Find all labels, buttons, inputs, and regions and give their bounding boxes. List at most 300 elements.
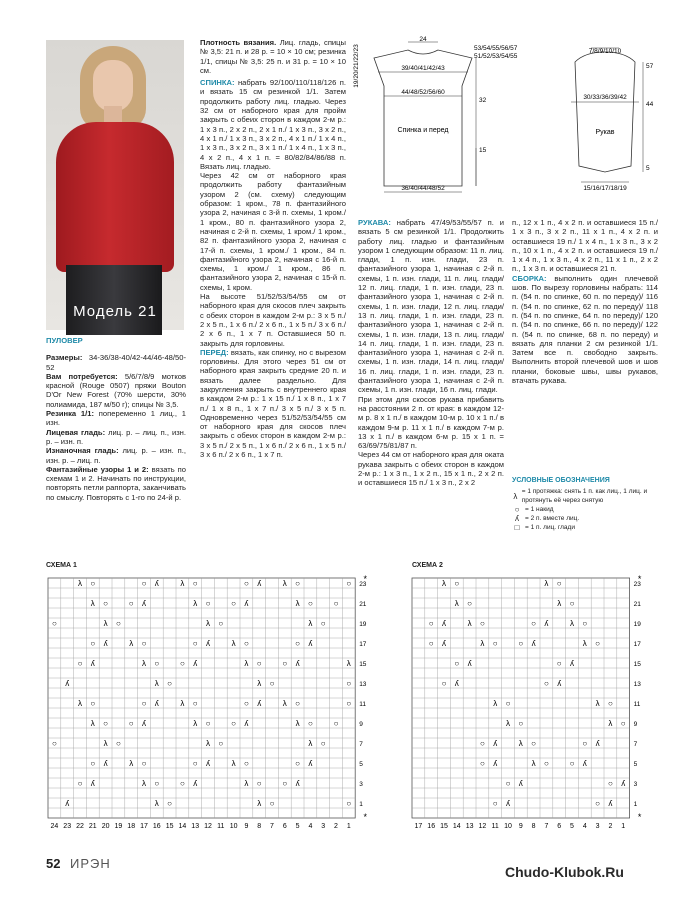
chart-col-label: 23	[63, 823, 72, 830]
back-text-2: Через 42 см от наборного края продолжить работу фантазийным узором 2 (см. схему) следующим образом: 1 кром., 78 п. фантазийного узора 2, начиная с 3-й п. схемы, 1 кром./ 1 кром., 80 п. фантазийного узора 2, начиная с 2-й п. схемы, 1 кром./ 1 кром., 82 п. фантазийного узора 2, начиная с 17-й п. схемы, 1 кром./ 1 кром., 84 п. фантазийного узора 2, начиная с 16-й п. схемы, 1 кром./ 1 кром., 86 п. фантазийного узора 2, начиная с 15-й п. схемы, 1 кром.	[200, 171, 346, 292]
chart-symbol: ○	[141, 699, 147, 708]
chart-symbol: ○	[582, 619, 588, 628]
chart-symbol: λ	[231, 639, 236, 648]
chart-row-label: 9	[359, 721, 363, 728]
chart-symbol: ○	[90, 639, 96, 648]
chart-symbol: ʎ	[142, 599, 146, 608]
chart-symbol: λ	[442, 579, 446, 588]
chart-symbol: ○	[320, 619, 326, 628]
chart-symbol: ○	[192, 699, 198, 708]
chart-symbol: λ	[454, 599, 459, 608]
chart-symbol: ʎ	[454, 679, 459, 688]
chart-col-label: 12	[478, 823, 487, 830]
repeat-marker: *	[363, 574, 367, 584]
front-text: вязать, как спинку, но с вырезом горловины. Для этого через 51 см от наборного края закрыть средние 20 п. и вязать далее раздельно. Для закругления закрыть с внутреннего края в каждом 2-м р.: 1 х 15 п./ 1 х 8 п., 1 х 7 п./ 1 х 8 п., 1 х 7 п./ 3 х 5 п./ 3 х 5 п. Одновременно через 51/52/53/54/55 см от наборного края для скосов плеч закрыть с обеих сторон в каждом 2-м р.: 3 х 5 п./ 2 х 5 п., 1 х 6 п./ 2 х 6 п., 1 х 5 п./ 3 х 6 п./ 2 х 6 п., 1 х 7 п.	[200, 347, 346, 460]
repeat-marker: *	[637, 574, 642, 584]
chart-symbol: λ	[244, 659, 249, 668]
chart-col-label: 16	[152, 823, 161, 830]
chart-col-label: 2	[608, 823, 613, 830]
chart-symbol: ○	[454, 659, 460, 668]
chart-symbol: λ	[257, 799, 262, 808]
repeat-marker: *	[363, 812, 367, 822]
chart-symbol: λ	[154, 799, 159, 808]
chart-row-label: 21	[359, 601, 367, 608]
chart-symbol: ○	[115, 739, 121, 748]
chart-symbol: ʎ	[608, 799, 613, 808]
sleeve-continued: п., 12 х 1 п., 4 х 2 п. и оставшиеся 15 п./ 1 х 3 п., 3 х 2 п., 11 х 1 п., 4 х 2 п. и оставшиеся 19 п./ 1 х 4 п., 1 х 3 п., 3 х 2 п., 10 х 1 п., 4 х 2 п. и оставшиеся 19 п./ 1 х 4 п., 1 х 3 п., 4 х 2 п., 11 х 1 п., 2 х 2 п., 1 х 3 п. и оставшиеся 21 п.	[512, 218, 658, 274]
sleeve-total-height: 57	[646, 63, 654, 70]
chart-symbol: ʎ	[582, 759, 587, 768]
chart-symbol: ○	[479, 739, 485, 748]
chart-symbol: ○	[569, 759, 575, 768]
chart-symbol: ʎ	[442, 639, 446, 648]
chart-symbol: λ	[206, 619, 210, 628]
chart-col-label: 11	[491, 823, 499, 830]
chart-symbol: ○	[205, 599, 211, 608]
chart-row-label: 17	[633, 641, 641, 648]
model-photo	[46, 40, 184, 330]
chart-symbol: ʎ	[570, 659, 574, 668]
page-number: 52	[46, 856, 61, 871]
chart-symbol: ○	[556, 659, 562, 668]
chart-symbol: ○	[428, 619, 434, 628]
left-column	[46, 336, 186, 502]
diagram-piece-label: Спинка и перед	[397, 127, 449, 134]
chart-col-label: 13	[191, 823, 200, 830]
chart-row-label: 5	[359, 761, 363, 768]
sleeve-text: набрать 47/49/53/55/57 п. и вязать 5 см резинкой 1/1. Продолжить работу лиц. гладью и фантазийным узором 1 следующим образом: 11 п. лиц. глади, 1 п. изн. глади, 23 п. фантазийного узора 1, начиная с 2-й п. схемы, 1 п. изн. глади, 11 п. лиц. глади/ 12 п. лиц. глади, 1 п. изн. глади, 23 п. фантазийного узора 1, начиная с 2-й п. схемы, 1 п. изн. глади, 12 п. лиц. глади/ 13 п. лиц. глади, 1 п. изн. глади, 23 п. фантазийного узора 1, начиная с 2-й п. схемы, 1 п. изн. глади, 13 п. лиц. глади/ 14 п. лиц. глади, 1 п. изн. глади, 23 п. фантазийного узора 1, начиная с 2-й п. схемы, 1 п. изн. глади, 14 п. лиц. глади/ 16 п. лиц. глади, 1 п. изн. глади, 23 п. фантазийного узора 1, начиная с 2-й п. схемы, 1 п. изн. глади, 16 п. лиц. глади.	[358, 218, 504, 395]
legend-title: УСЛОВНЫЕ ОБОЗНАЧЕНИЯ	[512, 477, 610, 484]
chart-symbol: ○	[243, 579, 249, 588]
chart-symbol: ʎ	[531, 639, 536, 648]
chart-symbol: ○	[518, 639, 524, 648]
chart-col-label: 6	[557, 823, 562, 830]
chart-col-label: 24	[50, 823, 59, 830]
chart-symbol: λ	[180, 699, 185, 708]
chart-symbol: ○	[90, 759, 96, 768]
chart-symbol: ○	[295, 759, 301, 768]
chart1	[40, 570, 392, 848]
chart-symbol: λ	[154, 679, 159, 688]
chart-symbol: ○	[115, 619, 121, 628]
density-value: Лиц. гладь, спицы № 3,5: 21 п. и 28 р. = 10 × 10 см; резинка 1/1, спицы № 3,5: 25 п. и 31 р. = 10 × 10 см.	[200, 38, 346, 75]
chart-symbol: λ	[103, 739, 108, 748]
chart-symbol: ○	[595, 799, 601, 808]
sleeve-column	[358, 218, 504, 488]
chart-symbol: ○	[295, 579, 301, 588]
chart-symbol: ○	[620, 719, 626, 728]
chart2	[404, 570, 664, 848]
chart-symbol: ○	[269, 679, 275, 688]
chart-col-label: 12	[204, 823, 212, 830]
chart-row-label: 3	[633, 781, 638, 788]
chart-symbol: ○	[51, 739, 57, 748]
chart-symbol: ○	[346, 579, 352, 588]
diagram-shoulder-height-2: 51/52/53/54/55	[474, 53, 518, 60]
chart-symbol: ○	[346, 799, 352, 808]
front-label: ПЕРЕД:	[200, 347, 229, 357]
sleeve-rib-height: 5	[646, 165, 650, 172]
chart-symbol: ○	[179, 779, 185, 788]
chart-row-label: 13	[359, 681, 367, 688]
chart-row-label: 9	[633, 721, 638, 728]
chart-col-label: 4	[308, 823, 313, 830]
chart-symbol: ○	[307, 599, 313, 608]
chart-symbol: λ	[180, 579, 185, 588]
chart-symbol: ○	[543, 759, 549, 768]
chart-symbol: ○	[243, 699, 249, 708]
chart-row-label: 7	[359, 741, 363, 748]
model-label: Модель 21	[73, 303, 157, 320]
chart-col-label: 16	[427, 823, 436, 830]
magazine-name: ИРЭН	[70, 856, 111, 871]
rib-value: попеременно 1 лиц., 1 изн.	[46, 409, 186, 428]
chart-symbol: ○	[569, 599, 575, 608]
chart-symbol: λ	[582, 639, 587, 648]
chart-symbol: ○	[128, 599, 134, 608]
chart-col-label: 20	[101, 823, 110, 830]
chart-col-label: 13	[465, 823, 474, 830]
diagram-mid-width: 44/48/52/56/60	[401, 89, 445, 96]
legend-text: = 1 протяжка: снять 1 п. как лиц., 1 лиц. и протянуть её через снятую	[521, 488, 648, 504]
chart-symbol: ʎ	[295, 779, 300, 788]
rib-label: Резинка 1/1:	[46, 409, 95, 419]
legend-item	[512, 487, 662, 505]
chart-symbol: ○	[607, 779, 613, 788]
sleeve-bottom-width: 15/16/17/18/19	[583, 185, 627, 192]
chart-col-label: 9	[518, 823, 523, 830]
chart-col-label: 7	[544, 823, 549, 830]
chart-symbol: ○	[346, 679, 352, 688]
sleeve-label-text: РУКАВА:	[358, 218, 391, 227]
chart-symbol: ʎ	[90, 779, 95, 788]
chart-symbol: ○	[543, 679, 549, 688]
chart-col-label: 5	[570, 823, 574, 830]
chart-symbol: ʎ	[257, 699, 262, 708]
legend-symbol: ○	[514, 505, 520, 514]
chart2-title: СХЕМА 2	[412, 562, 443, 569]
chart-symbol: ○	[492, 799, 498, 808]
repeat-marker: *	[637, 812, 642, 822]
chart-symbol: λ	[142, 659, 146, 668]
chart-row-label: 15	[359, 661, 367, 668]
chart-symbol: λ	[308, 619, 313, 628]
chart-col-label: 15	[440, 823, 448, 830]
diagram-bottom-width: 36/40/44/48/52	[401, 185, 445, 192]
chart-symbol: ʎ	[493, 759, 498, 768]
chart-symbol: ○	[282, 659, 288, 668]
pattern-title: ПУЛОВЕР	[46, 336, 83, 345]
chart-col-label: 5	[295, 823, 300, 830]
chart-symbol: ○	[256, 779, 262, 788]
chart-symbol: ʎ	[193, 659, 198, 668]
chart-symbol: ○	[90, 579, 96, 588]
chart-symbol: λ	[518, 739, 523, 748]
chart1-title: СХЕМА 1	[46, 562, 77, 569]
middle-column	[200, 38, 346, 459]
chart-symbol: λ	[244, 779, 249, 788]
chart-symbol: ○	[333, 719, 339, 728]
chart-symbol: ○	[243, 759, 249, 768]
chart-symbol: ○	[307, 719, 313, 728]
chart-row-label: 11	[359, 701, 366, 708]
chart-symbol: ʎ	[65, 679, 70, 688]
chart-symbol: ○	[333, 599, 339, 608]
chart-symbol: ○	[492, 639, 498, 648]
chart-symbol: ○	[192, 639, 198, 648]
chart-symbol: λ	[193, 599, 198, 608]
chart-symbol: ○	[505, 699, 511, 708]
chart-symbol: ʎ	[103, 759, 108, 768]
chart-col-label: 14	[178, 823, 187, 830]
chart-symbol: ʎ	[90, 659, 95, 668]
chart-col-label: 17	[140, 823, 148, 830]
chart-symbol: ○	[518, 719, 524, 728]
legend-item	[512, 514, 662, 523]
chart-col-label: 4	[582, 823, 587, 830]
assembly-column	[512, 218, 658, 385]
chart-row-label: 1	[633, 801, 638, 808]
chart-col-label: 19	[114, 823, 123, 830]
chart-symbol: ʎ	[544, 619, 549, 628]
chart-row-label: 1	[359, 801, 363, 808]
chart-symbol: ʎ	[442, 619, 446, 628]
chart-symbol: ʎ	[621, 779, 626, 788]
chart-symbol: ʎ	[557, 679, 562, 688]
chart-symbol: ʎ	[206, 639, 210, 648]
chart-symbol: ○	[269, 799, 275, 808]
density-label: Плотность вязания.	[200, 38, 277, 47]
chart-symbol: ○	[154, 779, 160, 788]
chart-symbol: λ	[231, 759, 236, 768]
chart-symbol: λ	[78, 699, 82, 708]
chart-symbol: ʎ	[193, 779, 198, 788]
diagram-armhole-height: 32	[479, 97, 487, 104]
chart-symbol: λ	[206, 739, 210, 748]
chart-symbol: ○	[192, 759, 198, 768]
chart-row-label: 17	[359, 641, 367, 648]
chart-col-label: 3	[595, 823, 600, 830]
assembly-text: выполнить один плечевой шов. По вырезу горловины набрать: 114 п. (54 п. по спинке, 60 п. по переду)/ 116 п. (54 п. по спинке, 62 п. по переду)/ 118 п. (54 п. по спинке, 64 п. по переду)/ 120 п. (54 п. по спинке, 66 п. по переду)/ 122 п. (54 п. по спинке, 68 п. по переду) и вязать для планки 2 см резинкой 1/1. Затем все п. свободно закрыть. Выполнить второй плечевой шов и шов планки, боковые швы, швы рукавов, втачать рукава.	[512, 273, 658, 386]
chart-symbol: ʎ	[244, 599, 249, 608]
chart-row-label: 19	[633, 621, 641, 628]
chart-col-label: 9	[244, 823, 249, 830]
chart-symbol: λ	[90, 599, 95, 608]
diagram-shoulder-height: 53/54/55/56/57	[474, 45, 518, 52]
chart-symbol: λ	[103, 619, 108, 628]
chart-col-label: 6	[282, 823, 287, 830]
chart-col-label: 14	[452, 823, 461, 830]
chart-symbol: λ	[282, 579, 287, 588]
legend-text: = 1 п. лиц. глади	[525, 524, 575, 531]
diagram-top-width: 24	[419, 36, 427, 43]
chart-symbol: λ	[193, 719, 198, 728]
chart-symbol: ○	[282, 779, 288, 788]
sleeve-cap-start: 44	[646, 101, 654, 108]
chart-symbol: ○	[531, 739, 537, 748]
chart-symbol: ʎ	[244, 719, 249, 728]
chart-symbol: ○	[454, 579, 460, 588]
chart-symbol: ○	[295, 639, 301, 648]
chart-row-label: 7	[633, 741, 638, 748]
chart-symbol: ○	[479, 759, 485, 768]
chart-col-label: 8	[531, 823, 536, 830]
chart-symbol: ʎ	[506, 799, 510, 808]
chart-symbol: ○	[141, 759, 147, 768]
chart-row-label: 13	[633, 681, 641, 688]
chart-symbol: ○	[51, 619, 57, 628]
chart-symbol: ʎ	[308, 639, 313, 648]
chart-symbol: ○	[428, 639, 434, 648]
chart-col-label: 17	[414, 823, 423, 830]
sizes-label: Размеры:	[46, 353, 83, 363]
sleeve-mid-width: 30/33/36/39/42	[583, 94, 627, 101]
stockinette-value: лиц. р. – лиц. п., изн. р. – изн. п.	[46, 427, 186, 446]
chart-symbol: λ	[506, 719, 510, 728]
back-text-3: На высоте 51/52/53/54/55 см от наборного края для скосов плеч закрыть с обеих сторон в каждом 2-м р.: 3 х 5 п./ 2 х 5 п., 1 х 6 п./ 2 х 6 п., 1 х 5 п./ 3 х 6 п./ 2 х 6 п., 1 х 7 п. Оставшиеся 50 п. закрыть для горловины.	[200, 292, 346, 348]
chart-symbol: λ	[493, 699, 498, 708]
chart-symbol: ○	[467, 599, 473, 608]
chart-symbol: ○	[179, 659, 185, 668]
legend-symbol: □	[514, 523, 520, 532]
legend-item	[512, 505, 662, 514]
chart-symbol: ʎ	[206, 759, 210, 768]
chart-symbol: ○	[103, 599, 109, 608]
chart-col-label: 18	[127, 823, 136, 830]
stockinette-label: Лицевая гладь:	[46, 427, 106, 437]
chart-col-label: 10	[229, 823, 238, 830]
legend-text: = 2 п. вместе лиц.	[525, 515, 580, 522]
chart-symbol: λ	[544, 579, 549, 588]
sleeve-text-3: Через 44 см от наборного края для оката рукава закрыть с обеих сторон в каждом 2-м р.: 1 х 3 п., 1 х 2 п., 15 х 1 п., 2 х 2 п. и оставшиеся 15 п./ 1 х 3 п., 2 х 2	[358, 450, 504, 488]
chart-row-label: 15	[633, 661, 641, 668]
chart-symbol: ʎ	[295, 659, 300, 668]
chart-symbol: λ	[608, 719, 613, 728]
chart-symbol: ○	[90, 699, 96, 708]
chart-symbol: ʎ	[154, 579, 159, 588]
chart-col-label: 3	[321, 823, 326, 830]
chart-symbol: ʎ	[154, 699, 159, 708]
chart-col-label: 8	[257, 823, 262, 830]
chart-col-label: 11	[217, 823, 225, 830]
chart-symbol: ○	[556, 579, 562, 588]
chart-symbol: ʎ	[467, 659, 472, 668]
chart-symbol: ʎ	[103, 639, 108, 648]
chart-symbol: ○	[192, 579, 198, 588]
diagram-left-sizes: 19/20/21/22/23	[353, 44, 360, 88]
chart-symbol: ○	[607, 699, 613, 708]
chart-symbol: ʎ	[308, 759, 313, 768]
chart-symbol: λ	[295, 719, 300, 728]
legend-text: = 1 накид	[525, 506, 554, 513]
chart-symbol: ʎ	[65, 799, 70, 808]
reverse-value: лиц. р. – изн. п., изн. р. – лиц. п.	[46, 446, 186, 465]
chart-col-label: 7	[270, 823, 274, 830]
chart-symbol: ○	[77, 659, 83, 668]
chart-symbol: ○	[295, 699, 301, 708]
sleeve-top-width: 7/8/9/10/10	[588, 48, 622, 55]
chart-row-label: 21	[633, 601, 641, 608]
chart-col-label: 1	[346, 823, 351, 830]
legend-symbol: ʎ	[515, 514, 519, 523]
chart-row-label: 5	[633, 761, 638, 768]
chart-col-label: 2	[334, 823, 338, 830]
chart-symbol: λ	[467, 619, 472, 628]
chart-symbol: ○	[479, 619, 485, 628]
diagram-upper-width: 39/40/41/42/43	[401, 65, 445, 72]
chart-symbol: ○	[154, 659, 160, 668]
chart-symbol: ○	[582, 739, 588, 748]
chart-symbol: ○	[218, 739, 224, 748]
chart-row-label: 3	[359, 781, 363, 788]
chart-symbol: ʎ	[518, 779, 523, 788]
chart-symbol: ○	[320, 739, 326, 748]
chart-symbol: λ	[282, 699, 287, 708]
chart-row-label: 19	[359, 621, 367, 628]
back-front-diagram	[350, 36, 518, 194]
sleeve-label: Рукав	[595, 129, 615, 136]
chart-symbol: ʎ	[595, 739, 600, 748]
reverse-label: Изнаночная гладь:	[46, 446, 119, 456]
chart-row-label: 23	[359, 581, 367, 588]
chart-symbol: ○	[205, 719, 211, 728]
chart-symbol: λ	[346, 659, 351, 668]
chart-symbol: λ	[129, 639, 134, 648]
chart-row-label: 11	[633, 701, 641, 708]
chart-symbol: λ	[308, 739, 313, 748]
chart-symbol: λ	[129, 759, 134, 768]
chart-symbol: λ	[78, 579, 82, 588]
chart-col-label: 1	[621, 823, 626, 830]
site-watermark: Chudo-Klubok.Ru	[505, 864, 624, 880]
chart-symbol: ○	[531, 619, 537, 628]
chart-symbol: ○	[141, 579, 147, 588]
chart-col-label: 15	[165, 823, 174, 830]
chart-symbol: ○	[231, 599, 237, 608]
chart-symbol: ○	[231, 719, 237, 728]
back-label: СПИНКА:	[200, 78, 235, 88]
legend	[512, 477, 662, 532]
fancy-label: Фантазийные узоры 1 и 2:	[46, 464, 149, 474]
chart-symbol: λ	[142, 779, 146, 788]
back-text: набрать 92/100/110/118/126 п. и вязать 15 см резинкой 1/1. Затем продолжить работу лиц. гладью. Через 32 см от наборного края для пройм закрыть с обеих сторон в каждом 2-м р.: 1 х 3 п., 2 х 2 п., 2 х 1 п./ 1 х 3 п., 3 х 2 п., 4 х 1 п./ 1 х 3 п., 3 х 2 п., 4 х 1 п./ 1 х 4 п., 1 х 3 п., 3 х 2 п., 3 х 1 п./ 1 х 4 п., 1 х 3 п., 4 х 2 п., 4 х 1 п. = 80/82/84/86/88 п. Вязать лиц. гладью.	[200, 78, 346, 171]
chart-symbol: ʎ	[142, 719, 146, 728]
chart-symbol: ○	[256, 659, 262, 668]
chart-symbol: ○	[218, 619, 224, 628]
chart-symbol: ʎ	[493, 739, 498, 748]
chart-symbol: ○	[346, 699, 352, 708]
chart-symbol: λ	[295, 599, 300, 608]
chart-row-label: 23	[633, 581, 641, 588]
fancy-value: вязать по схемам 1 и 2. Начинать по инструкции, повторять петли раппорта, заканчивать по смыслу. Повторять с 1-го по 24-й р.	[46, 464, 186, 502]
chart-symbol: ○	[167, 799, 173, 808]
diagram-rib-height: 15	[479, 147, 487, 154]
chart-symbol: λ	[257, 679, 262, 688]
chart-symbol: λ	[595, 699, 600, 708]
chart-symbol: λ	[531, 759, 536, 768]
chart-symbol: ○	[441, 679, 447, 688]
materials-label: Вам потребуется:	[46, 371, 118, 381]
sleeve-text-2: При этом для скосов рукава прибавить на расстоянии 2 п. от края: в каждом 12-м р. 8 х 1 п./ в каждом 10-м р. 10 х 1 п./ в каждом 9-м р. 11 х 1 п./ в каждом 7-м р. 13 х 1 п./ в каждом 6-м р. 15 х 1 п. = 63/69/75/81/87 п.	[358, 394, 504, 451]
sleeve-diagram	[545, 42, 670, 192]
chart-symbol: ○	[103, 719, 109, 728]
chart-symbol: ○	[243, 639, 249, 648]
chart-symbol: ○	[141, 639, 147, 648]
assembly-label: СБОРКА:	[512, 273, 547, 283]
chart-symbol: ○	[595, 639, 601, 648]
legend-item	[512, 523, 662, 532]
chart-symbol: λ	[480, 639, 485, 648]
